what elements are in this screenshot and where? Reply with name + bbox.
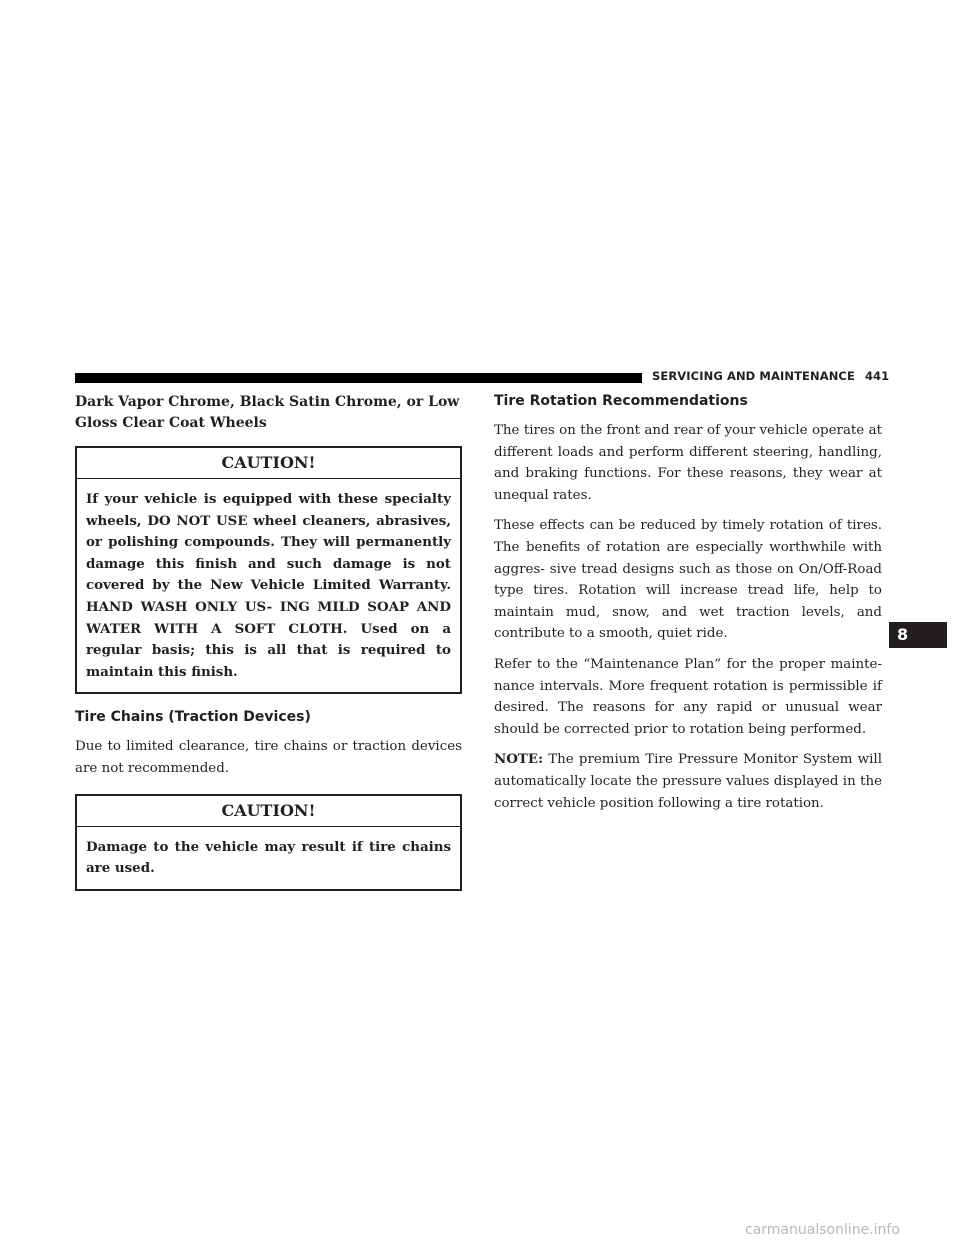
watermark: carmanualsonline.info <box>745 1222 900 1238</box>
caution-title: CAUTION! <box>77 796 460 827</box>
page-number: 441 <box>864 369 890 383</box>
rotation-paragraph-2: These effects can be reduced by timely rotation of tires. The benefits of rotation are especially worthwhile with aggres- sive tread designs such as those on On/Off-Road type tires. Rotation will increase tread life, help to maintain mud, snow, and wet traction levels, and contribute to a smooth, quiet ride. <box>494 518 882 642</box>
header-rule <box>75 373 642 383</box>
left-column <box>75 392 462 905</box>
caution-box-wheels <box>75 446 462 694</box>
chapter-tab: 8 <box>889 622 947 648</box>
rotation-paragraph-3: Refer to the “Maintenance Plan” for the proper mainte- nance intervals. More frequent rotation is permissible if desired. The reasons for any rapid or unusual wear should be corrected prior to rotation being performed. <box>494 656 882 737</box>
running-header <box>652 369 889 383</box>
wheels-subheading: Dark Vapor Chrome, Black Satin Chrome, or Low Gloss Clear Coat Wheels <box>75 394 460 431</box>
caution-text: Damage to the vehicle may result if tire chains are used. <box>86 838 451 877</box>
tire-chains-heading: Tire Chains (Traction Devices) <box>75 709 311 726</box>
caution-box-chains <box>75 794 462 891</box>
caution-title: CAUTION! <box>77 448 460 479</box>
note-paragraph <box>494 749 882 814</box>
tire-rotation-heading: Tire Rotation Recommendations <box>494 393 748 409</box>
caution-text: If your vehicle is equipped with these specialty wheels, DO NOT USE wheel cleaners, abrasives, or polishing compounds. They will permanently damage this finish and such damage is not covered by the New Vehicle Limited Warranty. HAND WASH ONLY US- ING MILD SOAP AND WATER WITH A SOFT CLOTH. Used on a regular basis; this is all that is required to maintain this finish. <box>86 491 451 680</box>
right-column <box>494 392 882 823</box>
section-title: SERVICING AND MAINTENANCE <box>652 369 855 383</box>
note-text: The premium Tire Pressure Monitor System will automatically locate the pressure values displayed in the correct vehicle position following a tire rotation. <box>494 752 882 811</box>
note-label: NOTE: <box>494 751 544 768</box>
rotation-paragraph-1: The tires on the front and rear of your vehicle operate at different loads and perform different steering, handling, and braking functions. For these reasons, they wear at unequal rates. <box>494 423 882 503</box>
tire-chains-paragraph: Due to limited clearance, tire chains or traction devices are not recommended. <box>75 739 462 776</box>
